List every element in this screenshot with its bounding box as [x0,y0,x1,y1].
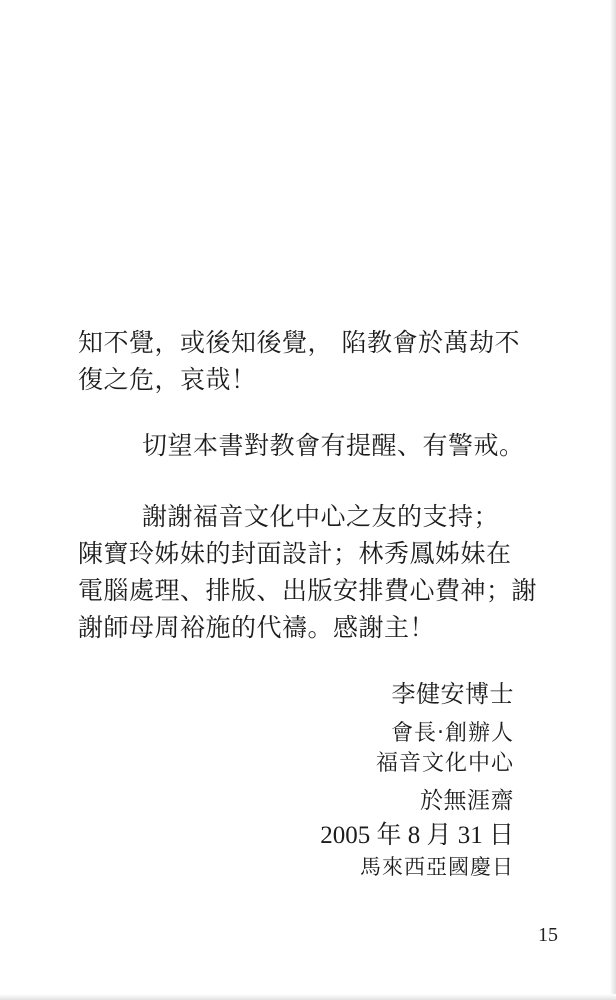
text-line: 切望本書對教會有提醒、有警戒。 [142,431,525,460]
organization-name: 福音文化中心 [375,751,514,776]
page-edge-shadow [610,0,616,1000]
paragraph-closing-warning [78,324,518,398]
occasion-note: 馬來西亞國慶日 [360,855,514,879]
author-name: 李健安博士 [391,680,514,708]
text-line: 知不覺，或後知後覺， 陷教會於萬劫不 [78,328,520,357]
paragraph-hope [78,427,525,464]
text-line: 謝謝福音文化中心之友的支持； [142,502,500,531]
writing-place: 於無涯齋 [420,788,514,814]
text-line: 陳寶玲姊妹的封面設計；林秀鳳姊妹在 [78,539,512,568]
author-role: 會長‧創辦人 [391,721,514,746]
page-bottom-shadow [0,994,616,1000]
text-line: 謝師母周裕施的代禱。感謝主！ [78,613,436,642]
page-number: 15 [538,924,558,946]
text-line: 復之危，哀哉！ [78,365,257,394]
text-line: 電腦處理、排版、出版安排費心費神；謝 [78,576,538,605]
writing-date: 2005 年 8 月 31 日 [320,822,514,849]
paragraph-acknowledgements [78,498,538,646]
